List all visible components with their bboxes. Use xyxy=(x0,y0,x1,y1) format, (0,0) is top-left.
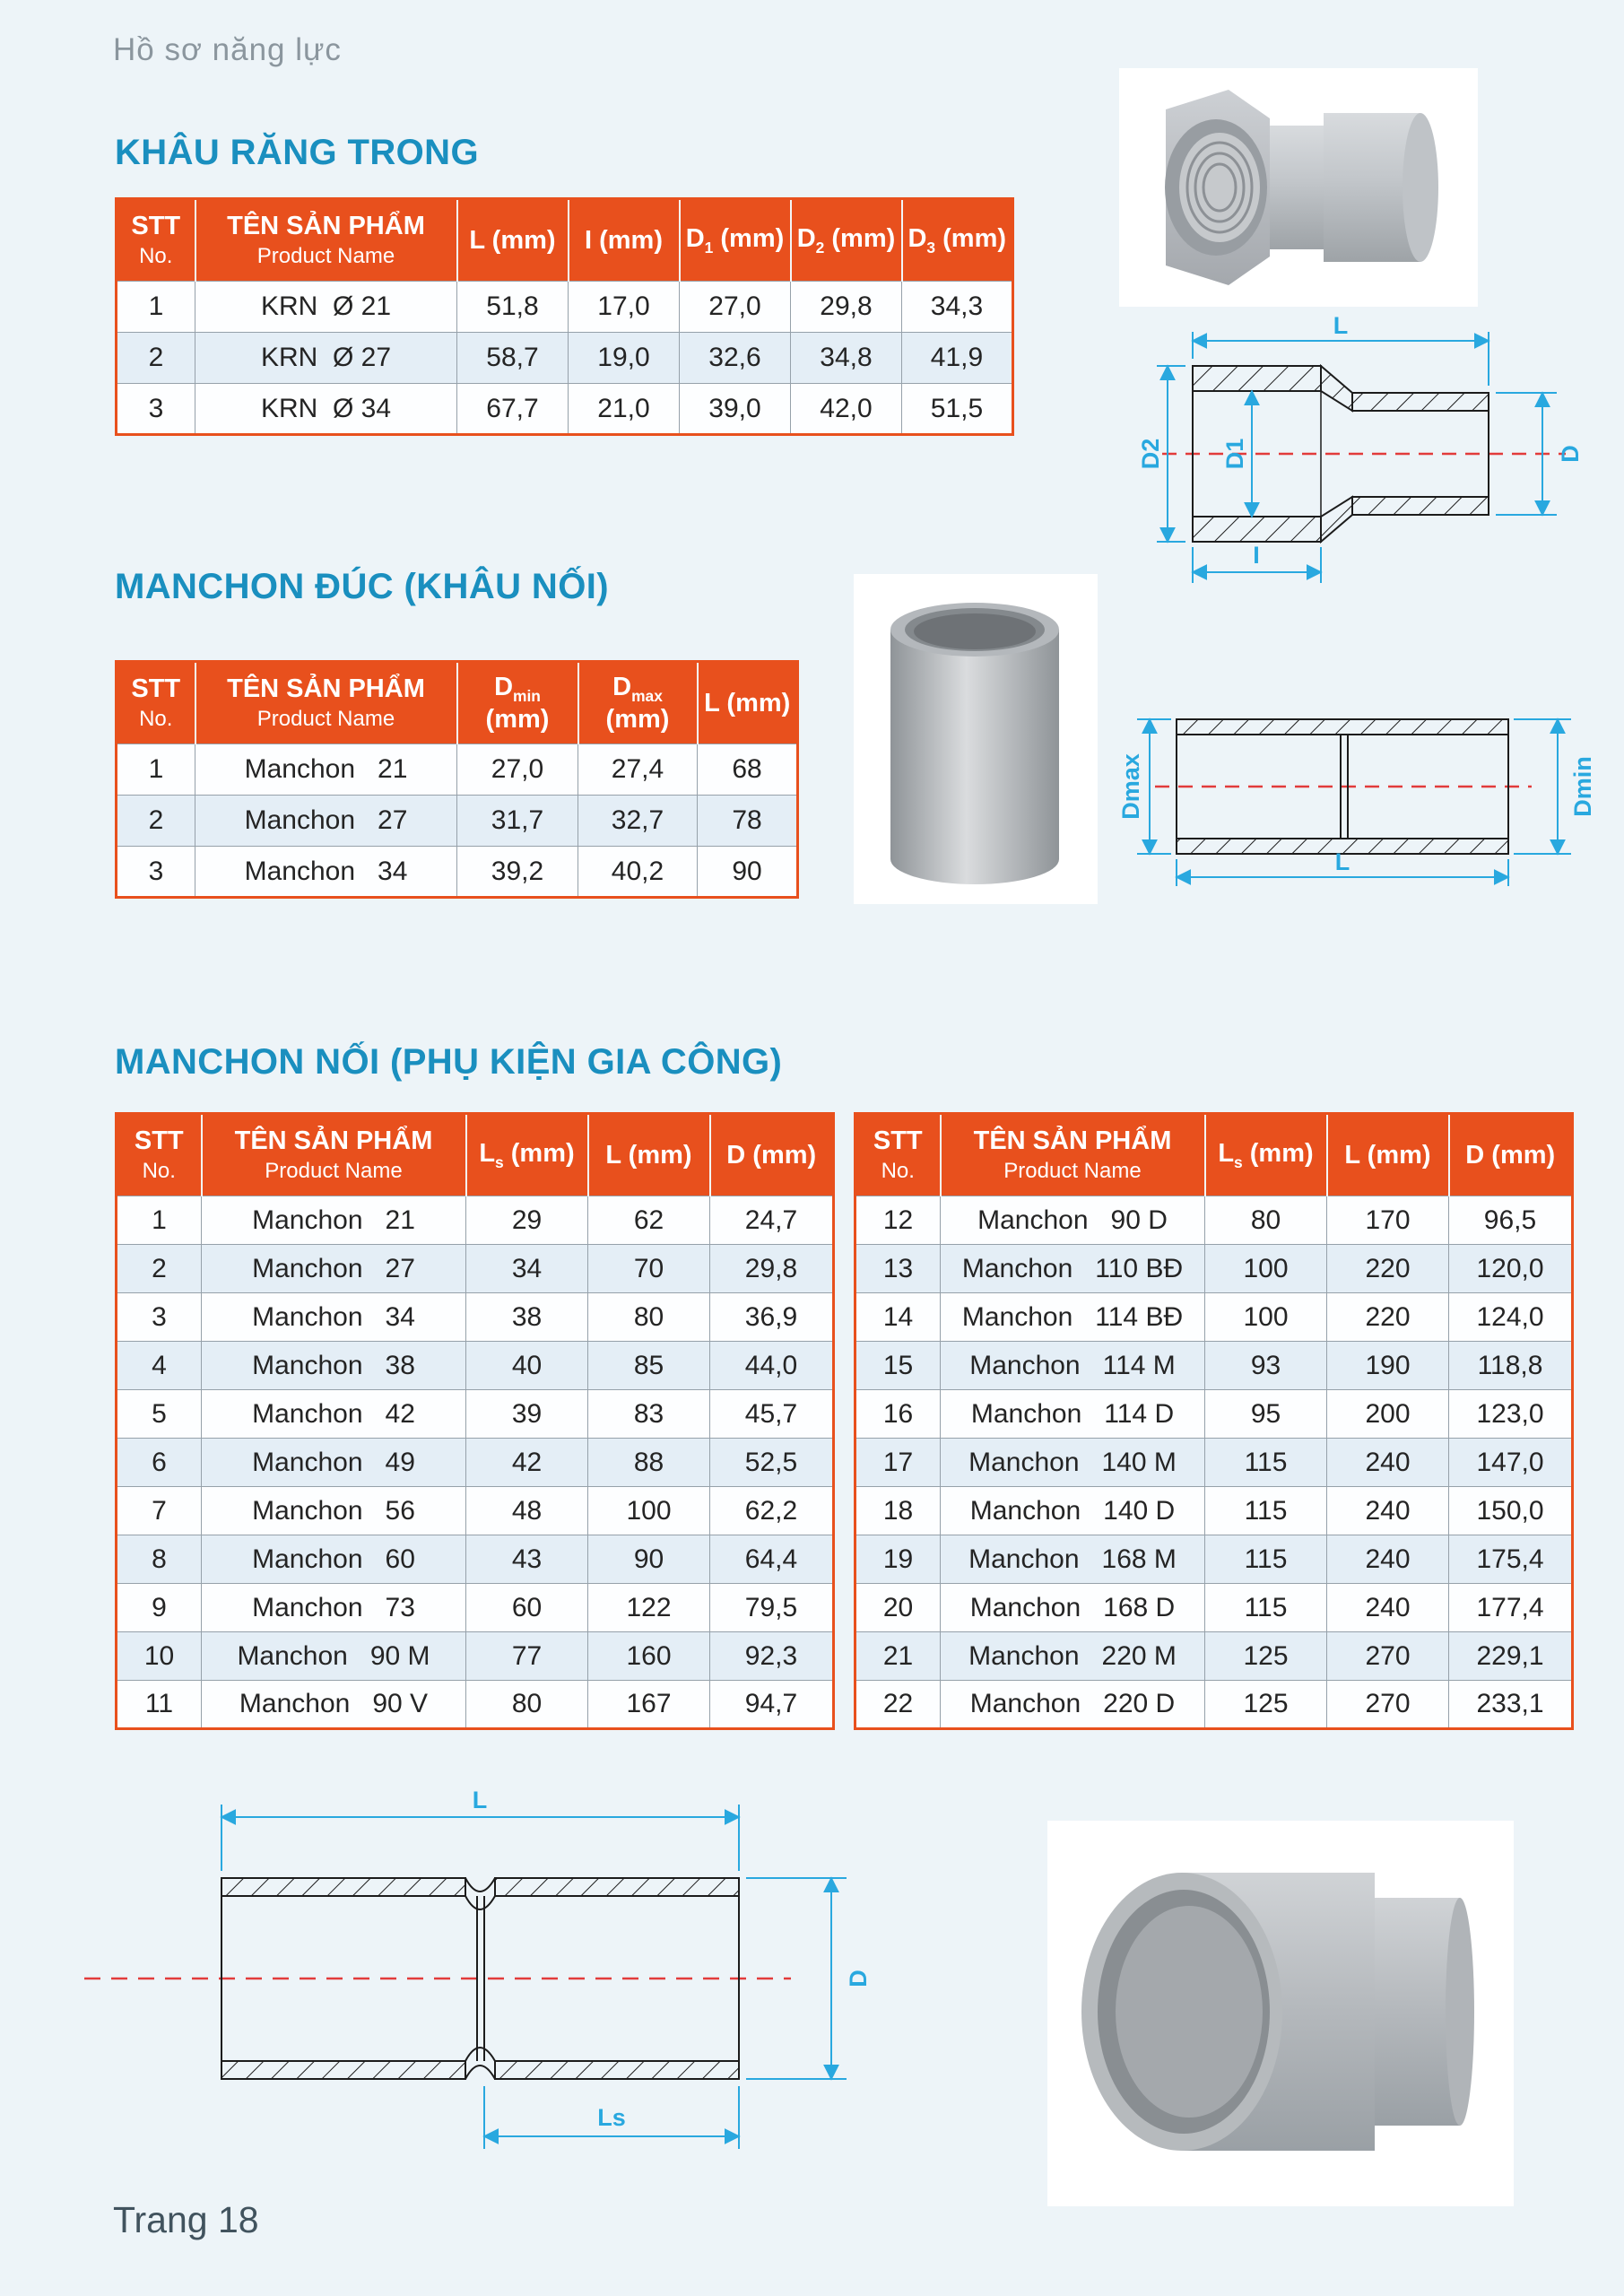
table-cell: 270 xyxy=(1327,1681,1449,1729)
table-cell: 240 xyxy=(1327,1439,1449,1487)
table-cell: Manchon 220 M xyxy=(941,1632,1205,1681)
table-cell: 14 xyxy=(855,1293,941,1342)
table-cell: 122 xyxy=(588,1584,710,1632)
table-cell: 51,8 xyxy=(457,282,569,333)
table-cell: 11 xyxy=(117,1681,202,1729)
table-cell: 115 xyxy=(1205,1584,1327,1632)
table-cell: 4 xyxy=(117,1342,202,1390)
table-cell: Manchon 27 xyxy=(202,1245,466,1293)
column-header: L (mm) xyxy=(588,1114,710,1196)
table-row xyxy=(117,847,798,898)
table-cell: 3 xyxy=(117,847,195,898)
table-cell: 220 xyxy=(1327,1245,1449,1293)
table-cell: 88 xyxy=(588,1439,710,1487)
table-row xyxy=(855,1439,1573,1487)
table-cell: 18 xyxy=(855,1487,941,1535)
table-cell: 10 xyxy=(117,1632,202,1681)
table-cell: Manchon 49 xyxy=(202,1439,466,1487)
manchon-duc-table xyxy=(115,660,799,899)
table-cell: 7 xyxy=(117,1487,202,1535)
table-row xyxy=(117,282,1013,333)
dim-label-l: L xyxy=(1333,314,1349,339)
table-cell: Manchon 220 D xyxy=(941,1681,1205,1729)
table-cell: 77 xyxy=(466,1632,588,1681)
table-cell: 1 xyxy=(117,1196,202,1245)
table-cell: 62,2 xyxy=(710,1487,834,1535)
column-header: STT No. xyxy=(117,199,195,282)
table-cell: Manchon 27 xyxy=(195,796,457,847)
table-cell: 125 xyxy=(1205,1681,1327,1729)
table-row xyxy=(117,796,798,847)
table-cell: 177,4 xyxy=(1449,1584,1573,1632)
table-row xyxy=(117,1293,834,1342)
page-header: Hồ sơ năng lực xyxy=(113,32,342,67)
table-cell: 20 xyxy=(855,1584,941,1632)
table-row xyxy=(117,1439,834,1487)
table-cell: 170 xyxy=(1327,1196,1449,1245)
dim-label-d: D xyxy=(845,1970,872,1987)
table-row xyxy=(855,1245,1573,1293)
table-cell: 83 xyxy=(588,1390,710,1439)
table-cell: Manchon 38 xyxy=(202,1342,466,1390)
table-row xyxy=(117,1390,834,1439)
table-row xyxy=(117,1487,834,1535)
table-row xyxy=(117,384,1013,435)
table-row xyxy=(117,744,798,796)
table-cell: Manchon 21 xyxy=(195,744,457,796)
table-cell: 3 xyxy=(117,384,195,435)
table-row xyxy=(117,1535,834,1584)
table-cell: 85 xyxy=(588,1342,710,1390)
column-header: L (mm) xyxy=(698,662,798,744)
manchon-noi-right-body xyxy=(855,1196,1573,1729)
table-cell: 2 xyxy=(117,796,195,847)
table-cell: Manchon 114 M xyxy=(941,1342,1205,1390)
table-cell: KRN Ø 27 xyxy=(195,333,457,384)
table-cell: 96,5 xyxy=(1449,1196,1573,1245)
table-row xyxy=(855,1632,1573,1681)
table-cell: 42,0 xyxy=(791,384,902,435)
table-cell: 45,7 xyxy=(710,1390,834,1439)
column-header: $D_{max}$ (mm) xyxy=(578,662,698,744)
table-cell: 2 xyxy=(117,333,195,384)
table-cell: 147,0 xyxy=(1449,1439,1573,1487)
table-cell: Manchon 42 xyxy=(202,1390,466,1439)
table-cell: KRN Ø 34 xyxy=(195,384,457,435)
table-cell: 220 xyxy=(1327,1293,1449,1342)
table-cell: Manchon 34 xyxy=(202,1293,466,1342)
table-cell: 240 xyxy=(1327,1535,1449,1584)
table-row xyxy=(117,1245,834,1293)
krn-table-head xyxy=(117,199,1013,282)
table-row xyxy=(855,1584,1573,1632)
table-cell: 100 xyxy=(1205,1245,1327,1293)
dim-label-d2: D2 xyxy=(1137,438,1164,470)
table-cell: 229,1 xyxy=(1449,1632,1573,1681)
page-footer: Trang 18 xyxy=(113,2199,259,2240)
table-cell: 58,7 xyxy=(457,333,569,384)
column-header: TÊN SẢN PHẨM Product Name xyxy=(195,662,457,744)
table-cell: 80 xyxy=(1205,1196,1327,1245)
table-cell: 62 xyxy=(588,1196,710,1245)
table-cell: 19,0 xyxy=(569,333,680,384)
table-cell: 233,1 xyxy=(1449,1681,1573,1729)
table-cell: 34 xyxy=(466,1245,588,1293)
column-header: STT No. xyxy=(117,662,195,744)
manchon-noi-right-head xyxy=(855,1114,1573,1196)
table-cell: 29 xyxy=(466,1196,588,1245)
table-cell: 240 xyxy=(1327,1584,1449,1632)
table-row xyxy=(117,1632,834,1681)
column-header: $L_s$ (mm) xyxy=(466,1114,588,1196)
table-row xyxy=(117,1681,834,1729)
column-header: TÊN SẢN PHẨM Product Name xyxy=(941,1114,1205,1196)
product-photo-manchon-noi xyxy=(1047,1821,1514,2206)
krn-table-body xyxy=(117,282,1013,435)
table-cell: 1 xyxy=(117,744,195,796)
section-title-manchon-noi: MANCHON NỐI (PHỤ KIỆN GIA CÔNG) xyxy=(115,1042,783,1082)
table-cell: Manchon 56 xyxy=(202,1487,466,1535)
table-cell: 240 xyxy=(1327,1487,1449,1535)
table-cell: 190 xyxy=(1327,1342,1449,1390)
table-cell: 42 xyxy=(466,1439,588,1487)
table-cell: Manchon 114 BĐ xyxy=(941,1293,1205,1342)
column-header: $D_1$ (mm) xyxy=(680,199,791,282)
table-cell: 32,6 xyxy=(680,333,791,384)
section-title-manchon-duc: MANCHON ĐÚC (KHÂU NỐI) xyxy=(115,567,609,606)
table-cell: 5 xyxy=(117,1390,202,1439)
table-cell: 29,8 xyxy=(710,1245,834,1293)
table-cell: 64,4 xyxy=(710,1535,834,1584)
table-cell: 70 xyxy=(588,1245,710,1293)
table-cell: 3 xyxy=(117,1293,202,1342)
manchon-duc-table-head xyxy=(117,662,798,744)
table-cell: 6 xyxy=(117,1439,202,1487)
table-cell: 60 xyxy=(466,1584,588,1632)
table-cell: 15 xyxy=(855,1342,941,1390)
table-cell: 12 xyxy=(855,1196,941,1245)
table-cell: 51,5 xyxy=(902,384,1013,435)
table-cell: Manchon 60 xyxy=(202,1535,466,1584)
table-cell: Manchon 140 D xyxy=(941,1487,1205,1535)
table-cell: 16 xyxy=(855,1390,941,1439)
table-cell: Manchon 73 xyxy=(202,1584,466,1632)
table-cell: 200 xyxy=(1327,1390,1449,1439)
krn-technical-drawing xyxy=(1137,314,1590,594)
table-cell: Manchon 90 M xyxy=(202,1632,466,1681)
table-cell: 95 xyxy=(1205,1390,1327,1439)
manchon-noi-left-body xyxy=(117,1196,834,1729)
table-cell: 24,7 xyxy=(710,1196,834,1245)
table-cell: 27,0 xyxy=(457,744,578,796)
manchon-duc-table-body xyxy=(117,744,798,898)
manchon-noi-left-head xyxy=(117,1114,834,1196)
table-cell: Manchon 168 D xyxy=(941,1584,1205,1632)
table-cell: 90 xyxy=(698,847,798,898)
table-cell: 17,0 xyxy=(569,282,680,333)
dim-label-l: L xyxy=(1334,848,1350,875)
column-header: L (mm) xyxy=(457,199,569,282)
table-row xyxy=(855,1342,1573,1390)
product-photo-manchon-duc xyxy=(854,574,1098,904)
table-cell: 120,0 xyxy=(1449,1245,1573,1293)
table-cell: 31,7 xyxy=(457,796,578,847)
column-header: STT No. xyxy=(855,1114,941,1196)
table-cell: 21,0 xyxy=(569,384,680,435)
table-row xyxy=(855,1535,1573,1584)
table-cell: 80 xyxy=(466,1681,588,1729)
table-cell: 80 xyxy=(588,1293,710,1342)
section-title-khau-rang-trong: KHÂU RĂNG TRONG xyxy=(115,133,479,172)
table-cell: 2 xyxy=(117,1245,202,1293)
table-cell: 94,7 xyxy=(710,1681,834,1729)
column-header: $D_3$ (mm) xyxy=(902,199,1013,282)
table-cell: 48 xyxy=(466,1487,588,1535)
table-cell: 38 xyxy=(466,1293,588,1342)
column-header: I (mm) xyxy=(569,199,680,282)
table-cell: 160 xyxy=(588,1632,710,1681)
table-cell: 150,0 xyxy=(1449,1487,1573,1535)
table-cell: 125 xyxy=(1205,1632,1327,1681)
manchon-noi-technical-drawing xyxy=(74,1769,890,2167)
product-photo-khau-rang-trong xyxy=(1119,68,1478,307)
table-cell: 270 xyxy=(1327,1632,1449,1681)
table-cell: 39 xyxy=(466,1390,588,1439)
dim-label-l: L xyxy=(472,1787,488,1813)
table-cell: 93 xyxy=(1205,1342,1327,1390)
table-cell: Manchon 114 D xyxy=(941,1390,1205,1439)
table-cell: 167 xyxy=(588,1681,710,1729)
table-cell: 115 xyxy=(1205,1439,1327,1487)
table-cell: 68 xyxy=(698,744,798,796)
table-cell: 43 xyxy=(466,1535,588,1584)
table-cell: 22 xyxy=(855,1681,941,1729)
manchon-noi-table-right xyxy=(854,1112,1574,1730)
column-header: STT No. xyxy=(117,1114,202,1196)
table-cell: 41,9 xyxy=(902,333,1013,384)
table-cell: 40,2 xyxy=(578,847,698,898)
table-row xyxy=(855,1196,1573,1245)
table-row xyxy=(855,1390,1573,1439)
column-header: $D_2$ (mm) xyxy=(791,199,902,282)
table-cell: 52,5 xyxy=(710,1439,834,1487)
table-cell: 92,3 xyxy=(710,1632,834,1681)
table-row xyxy=(855,1681,1573,1729)
column-header: D (mm) xyxy=(710,1114,834,1196)
table-cell: 124,0 xyxy=(1449,1293,1573,1342)
table-cell: 27,0 xyxy=(680,282,791,333)
dim-label-d1: D1 xyxy=(1221,438,1248,470)
table-cell: 78 xyxy=(698,796,798,847)
table-cell: Manchon 90 V xyxy=(202,1681,466,1729)
table-cell: KRN Ø 21 xyxy=(195,282,457,333)
krn-table xyxy=(115,197,1014,436)
table-cell: 21 xyxy=(855,1632,941,1681)
column-header: TÊN SẢN PHẨM Product Name xyxy=(202,1114,466,1196)
table-cell: 67,7 xyxy=(457,384,569,435)
table-row xyxy=(117,1342,834,1390)
column-header: L (mm) xyxy=(1327,1114,1449,1196)
dim-label-dmax: Dmax xyxy=(1117,753,1144,820)
table-cell: Manchon 168 M xyxy=(941,1535,1205,1584)
table-cell: Manchon 90 D xyxy=(941,1196,1205,1245)
table-cell: Manchon 110 BĐ xyxy=(941,1245,1205,1293)
table-cell: 115 xyxy=(1205,1535,1327,1584)
table-cell: 79,5 xyxy=(710,1584,834,1632)
column-header: $L_s$ (mm) xyxy=(1205,1114,1327,1196)
table-cell: 1 xyxy=(117,282,195,333)
table-cell: 90 xyxy=(588,1535,710,1584)
table-cell: 9 xyxy=(117,1584,202,1632)
table-cell: 27,4 xyxy=(578,744,698,796)
table-cell: 44,0 xyxy=(710,1342,834,1390)
table-cell: 175,4 xyxy=(1449,1535,1573,1584)
table-row xyxy=(117,333,1013,384)
table-row xyxy=(855,1293,1573,1342)
column-header: $D_{min}$ (mm) xyxy=(457,662,578,744)
dim-label-dmin: Dmin xyxy=(1569,756,1596,817)
table-cell: 39,2 xyxy=(457,847,578,898)
table-row xyxy=(117,1196,834,1245)
table-cell: 100 xyxy=(1205,1293,1327,1342)
table-cell: Manchon 21 xyxy=(202,1196,466,1245)
table-cell: 115 xyxy=(1205,1487,1327,1535)
table-row xyxy=(117,1584,834,1632)
table-cell: 100 xyxy=(588,1487,710,1535)
column-header: D (mm) xyxy=(1449,1114,1573,1196)
table-cell: 40 xyxy=(466,1342,588,1390)
table-cell: 13 xyxy=(855,1245,941,1293)
table-cell: 123,0 xyxy=(1449,1390,1573,1439)
table-cell: Manchon 34 xyxy=(195,847,457,898)
table-cell: 39,0 xyxy=(680,384,791,435)
table-cell: 118,8 xyxy=(1449,1342,1573,1390)
table-row xyxy=(855,1487,1573,1535)
table-cell: 34,8 xyxy=(791,333,902,384)
dim-label-d: D xyxy=(1557,445,1584,463)
manchon-noi-table-left xyxy=(115,1112,835,1730)
column-header: TÊN SẢN PHẨM Product Name xyxy=(195,199,457,282)
table-cell: 34,3 xyxy=(902,282,1013,333)
table-cell: 36,9 xyxy=(710,1293,834,1342)
table-cell: 17 xyxy=(855,1439,941,1487)
table-cell: 19 xyxy=(855,1535,941,1584)
table-cell: 29,8 xyxy=(791,282,902,333)
dim-label-ls: Ls xyxy=(597,2104,626,2131)
manchon-duc-technical-drawing xyxy=(1112,678,1596,895)
table-cell: 8 xyxy=(117,1535,202,1584)
dim-label-i: I xyxy=(1253,542,1260,569)
table-cell: 32,7 xyxy=(578,796,698,847)
table-cell: Manchon 140 M xyxy=(941,1439,1205,1487)
